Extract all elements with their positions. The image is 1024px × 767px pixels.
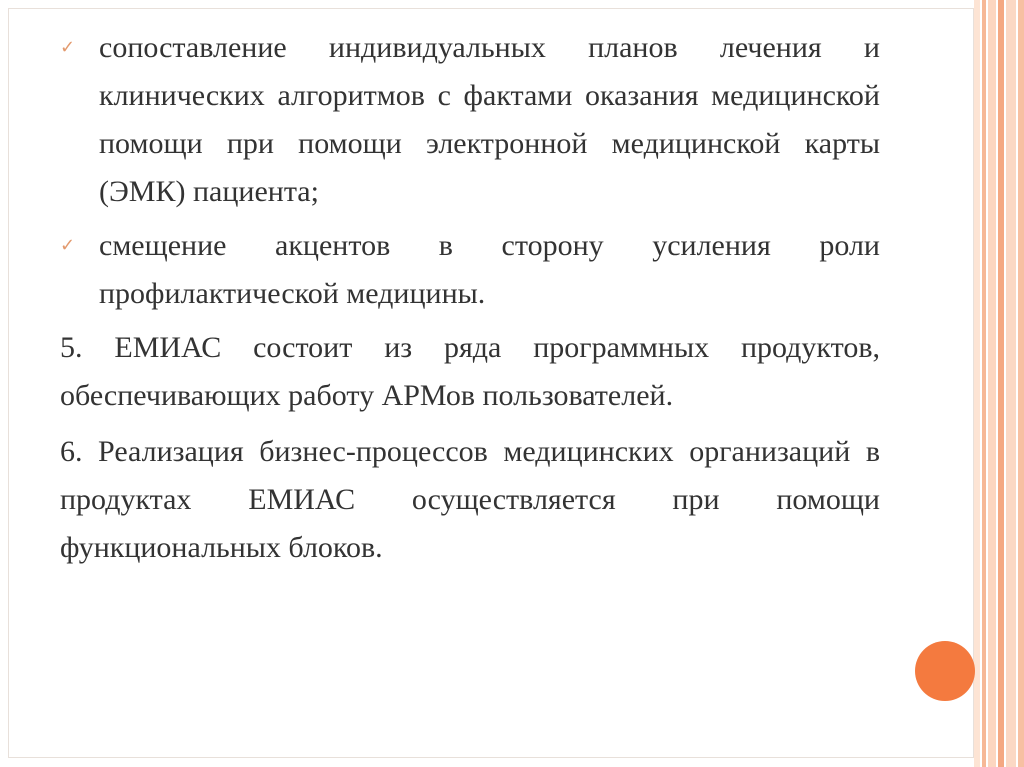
bullet-text-2: смещение акцентов в сторону усиления роли профилактической медицины. [99,229,880,310]
decorative-circle [915,641,975,701]
paragraph-5: 5. ЕМИАС состоит из ряда программных продуктов, обеспечивающих работу АРМов пользователей. [60,331,880,412]
bullet-text-1: сопоставление индивидуальных планов лечения и клинических алгоритмов с фактами оказания медицинской помощи при помощи электронной медицинской карты (ЭМК) пациента; [99,31,880,208]
paragraph-6: 6. Реализация бизнес-процессов медицинских организаций в продуктах ЕМИАС осуществляется при помощи функциональных блоков. [60,435,880,564]
check-mark-icon: ✓ [60,235,76,256]
bullet-item-1 [60,24,880,216]
slide-content [60,24,880,580]
bullet-item-2 [60,222,880,318]
decorative-stripes [974,0,1024,767]
check-mark-icon: ✓ [60,37,76,58]
